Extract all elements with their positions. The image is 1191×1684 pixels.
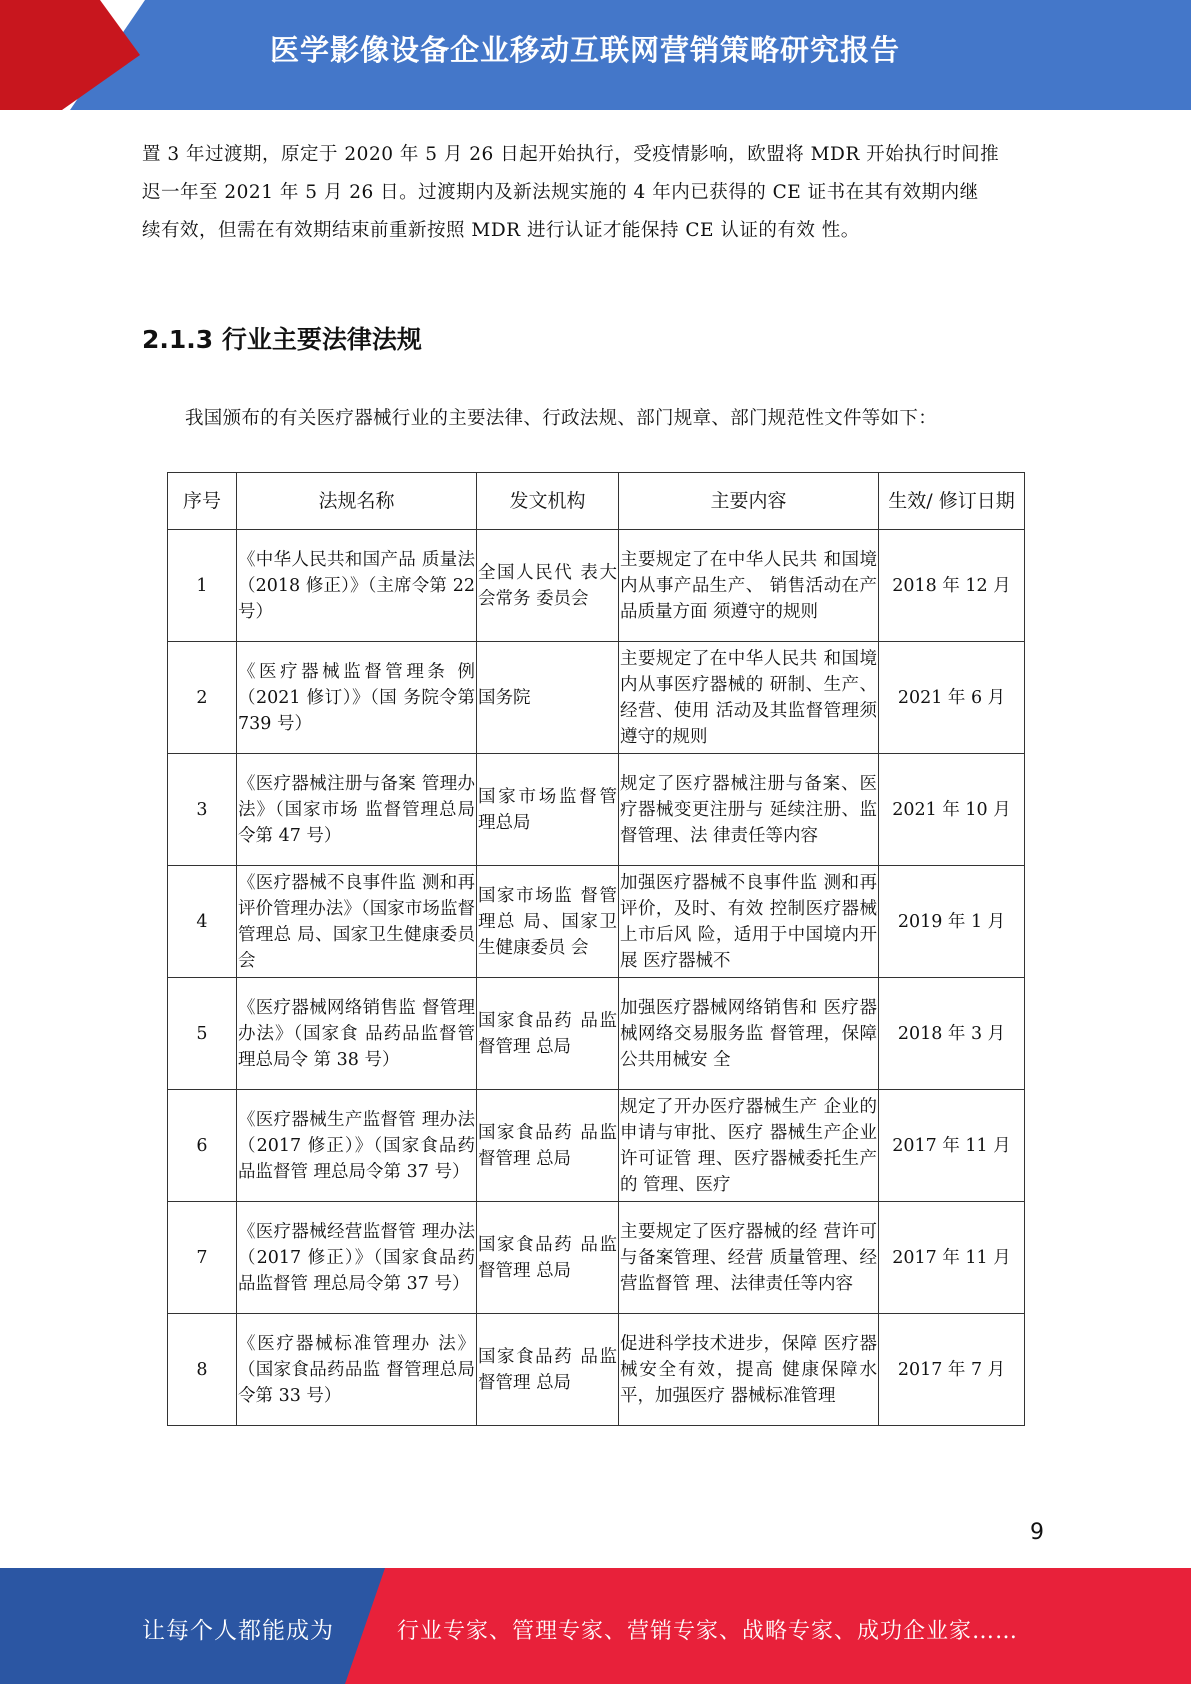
table-row	[168, 1090, 1025, 1202]
cell-issuer	[477, 754, 619, 866]
cell-law-name	[237, 530, 477, 642]
cell-text: 国家食品药 品监督管理 总局	[478, 1010, 617, 1057]
cell-text: 规定了医疗器械注册与备案、医疗器械变更注册与 延续注册、监督管理、法 律责任等内容	[620, 773, 877, 846]
regulations-table	[167, 472, 1025, 1426]
section-heading: 2.1.3 行业主要法律法规	[142, 325, 422, 354]
cell-date: 2019 年 1 月	[879, 866, 1025, 978]
page-number: 9	[1030, 1520, 1044, 1545]
cell-issuer	[477, 978, 619, 1090]
cell-text: 《医疗器械经营监督管 理办法（2017 修正）》（国家食品药品监督管 理总局令第 37 号）	[238, 1221, 475, 1294]
cell-text: 主要规定了在中华人民共 和国境内从事产品生产、 销售活动在产品质量方面 须遵守的规则	[620, 549, 877, 622]
cell-text: 加强医疗器械不良事件监 测和再评价，及时、有效 控制医疗器械上市后风 险，适用于中国境内开展 医疗器械不	[620, 872, 877, 971]
cell-law-name	[237, 978, 477, 1090]
cell-text: 《医疗器械不良事件监 测和再评价管理办法》（国家市场监督管理总 局、国家卫生健康委员 会	[238, 872, 475, 971]
cell-issuer	[477, 866, 619, 978]
cell-number: 6	[168, 1090, 237, 1202]
table-row	[168, 1314, 1025, 1426]
col-header-content: 主要内容	[619, 473, 879, 530]
cell-law-name	[237, 1090, 477, 1202]
cell-date: 2017 年 11 月	[879, 1202, 1025, 1314]
cell-content	[619, 866, 879, 978]
cell-issuer	[477, 1090, 619, 1202]
cell-issuer	[477, 1202, 619, 1314]
cell-law-name	[237, 1202, 477, 1314]
cell-date: 2018 年 12 月	[879, 530, 1025, 642]
cell-text: 加强医疗器械网络销售和 医疗器械网络交易服务监 督管理，保障公共用械安 全	[620, 997, 877, 1070]
cell-number: 4	[168, 866, 237, 978]
cell-text: 国家食品药 品监督管理 总局	[478, 1122, 617, 1169]
cell-law-name	[237, 754, 477, 866]
cell-text: 国务院	[478, 687, 531, 708]
cell-issuer	[477, 1314, 619, 1426]
cell-number: 8	[168, 1314, 237, 1426]
cell-content	[619, 1314, 879, 1426]
cell-date: 2018 年 3 月	[879, 978, 1025, 1090]
cell-date: 2017 年 11 月	[879, 1090, 1025, 1202]
cell-law-name	[237, 642, 477, 754]
header-banner	[0, 0, 1191, 110]
cell-content	[619, 978, 879, 1090]
cell-text: 促进科学技术进步，保障 医疗器械安全有效，提高 健康保障水平，加强医疗 器械标准管理	[620, 1333, 877, 1406]
cell-date: 2017 年 7 月	[879, 1314, 1025, 1426]
cell-text: 主要规定了在中华人民共 和国境内从事医疗器械的 研制、生产、经营、使用 活动及其监督管理须遵守的规则	[620, 648, 877, 747]
cell-text: 国家市场监督管理总局	[478, 786, 617, 833]
cell-number: 5	[168, 978, 237, 1090]
cell-date: 2021 年 6 月	[879, 642, 1025, 754]
footer-slogan-left: 让每个人都能成为	[142, 1618, 334, 1644]
cell-text: 国家食品药 品监督管理 总局	[478, 1234, 617, 1281]
footer-slogan-right: 行业专家、管理专家、营销专家、战略专家、成功企业家……	[397, 1619, 1019, 1644]
table-row	[168, 1202, 1025, 1314]
cell-number: 2	[168, 642, 237, 754]
table-row	[168, 530, 1025, 642]
intro-line: 置 3 年过渡期，原定于 2020 年 5 月 26 日起开始执行，受疫情影响，欧盟将 MDR 开始执行时间推	[142, 144, 1000, 165]
intro-line: 迟一年至 2021 年 5 月 26 日。过渡期内及新法规实施的 4 年内已获得的 CE 证书在其有效期内继	[142, 182, 979, 203]
cell-date: 2021 年 10 月	[879, 754, 1025, 866]
col-header-law-name: 法规名称	[237, 473, 477, 530]
cell-text: 《医疗器械网络销售监 督管理办法》（国家食 品药品监督管理总局令 第 38 号）	[238, 997, 475, 1070]
cell-text: 《医疗器械生产监督管 理办法（2017 修正）》（国家食品药品监督管 理总局令第 37 号）	[238, 1109, 475, 1182]
table-row	[168, 754, 1025, 866]
cell-text: 国家食品药 品监督管理 总局	[478, 1346, 617, 1393]
cell-content	[619, 754, 879, 866]
cell-issuer	[477, 530, 619, 642]
cell-text: 《医疗器械注册与备案 管理办法》（国家市场 监督管理总局令第 47 号）	[238, 773, 475, 846]
table-row	[168, 978, 1025, 1090]
table-header-row	[168, 473, 1025, 530]
table-row	[168, 866, 1025, 978]
cell-text: 规定了开办医疗器械生产 企业的申请与审批、医疗 器械生产企业许可证管 理、医疗器械委托生产的 管理、医疗	[620, 1096, 877, 1195]
cell-law-name	[237, 866, 477, 978]
intro-paragraph	[142, 136, 1042, 250]
report-title: 医学影像设备企业移动互联网营销策略研究报告	[270, 33, 901, 67]
table-row	[168, 642, 1025, 754]
cell-text: 全国人民代 表大会常务 委员会	[478, 562, 617, 609]
cell-content	[619, 530, 879, 642]
cell-text: 《医疗器械标准管理办 法》（国家食品药品监 督管理总局令第 33 号）	[238, 1333, 475, 1406]
footer-banner	[0, 1568, 1191, 1684]
cell-issuer	[477, 642, 619, 754]
section-lead-text: 我国颁布的有关医疗器械行业的主要法律、行政法规、部门规章、部门规范性文件等如下：	[185, 408, 938, 429]
cell-number: 7	[168, 1202, 237, 1314]
cell-number: 1	[168, 530, 237, 642]
cell-law-name	[237, 1314, 477, 1426]
col-header-effective-date: 生效/ 修订日期	[879, 473, 1025, 530]
cell-content	[619, 1090, 879, 1202]
cell-content	[619, 1202, 879, 1314]
cell-text: 《医疗器械监督管理条 例（2021 修订）》（国 务院令第 739 号）	[238, 661, 475, 734]
cell-text: 主要规定了医疗器械的经 营许可与备案管理、经营 质量管理、经营监督管 理、法律责任等内容	[620, 1221, 877, 1294]
col-header-issuer: 发文机构	[477, 473, 619, 530]
cell-text: 《中华人民共和国产品 质量法（2018 修正）》（主席令第 22 号）	[238, 549, 475, 622]
cell-content	[619, 642, 879, 754]
cell-number: 3	[168, 754, 237, 866]
header-arrow-accent	[0, 0, 160, 110]
col-header-number: 序号	[168, 473, 237, 530]
cell-text: 国家市场监 督管理总 局、国家卫 生健康委员 会	[478, 885, 617, 958]
intro-line: 续有效，但需在有效期结束前重新按照 MDR 进行认证才能保持 CE 认证的有效 性。	[142, 220, 860, 241]
